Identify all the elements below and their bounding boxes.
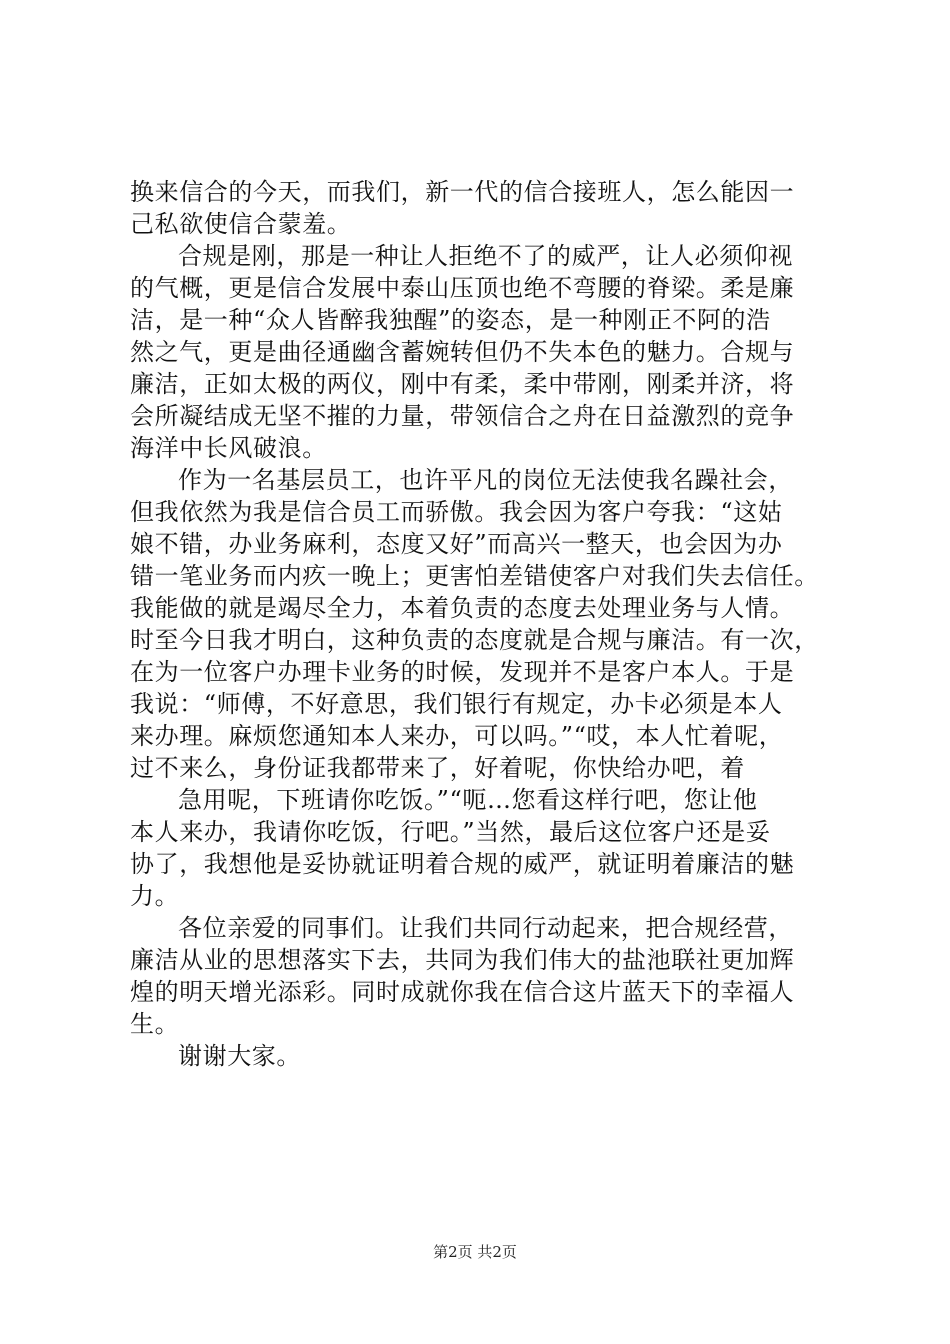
text-line: 但我依然为我是信合员工而骄傲。我会因为客户夸我：“这姑 <box>130 498 783 526</box>
text-line: 的气概，更是信合发展中泰山压顶也绝不弯腰的脊梁。柔是廉 <box>130 274 795 302</box>
text-line: 协了，我想他是妥协就证明着合规的威严，就证明着廉洁的魅 <box>130 850 795 878</box>
text-line: 娘不错，办业务麻利，态度又好”而高兴一整天，也会因为办 <box>130 530 783 558</box>
text-line: 过不来么，身份证我都带来了，好着呢，你快给办吧，着 <box>130 754 745 782</box>
text-line: 廉洁从业的思想落实下去，共同为我们伟大的盐池联社更加辉 <box>130 946 795 974</box>
text-line: 廉洁，正如太极的两仪，刚中有柔，柔中带刚，刚柔并济，将 <box>130 370 795 398</box>
text-line: 煌的明天增光添彩。同时成就你我在信合这片蓝天下的幸福人 <box>130 978 795 1006</box>
text-line: 我能做的就是竭尽全力，本着负责的态度去处理业务与人情。 <box>130 594 795 622</box>
closing-line: 谢谢大家。 <box>178 1042 301 1070</box>
page-number-footer: 第2页 共2页 <box>433 1243 517 1261</box>
text-line: 海洋中长风破浪。 <box>130 434 327 462</box>
text-line: 时至今日我才明白，这种负责的态度就是合规与廉洁。有一次， <box>130 626 819 654</box>
text-line: 换来信合的今天，而我们，新一代的信合接班人，怎么能因一 <box>130 178 795 206</box>
text-line: 洁，是一种“众人皆醉我独醒”的姿态，是一种刚正不阿的浩 <box>130 306 771 334</box>
text-line: 错一笔业务而内疚一晚上；更害怕差错使客户对我们失去信任。 <box>130 562 819 590</box>
text-line: 我说：“师傅，不好意思，我们银行有规定，办卡必须是本人 <box>130 690 783 718</box>
text-line: 生。 <box>130 1010 180 1038</box>
text-line: 来办理。麻烦您通知本人来办，可以吗。”“哎，本人忙着呢， <box>130 722 784 750</box>
text-line: 然之气，更是曲径通幽含蓄婉转但仍不失本色的魅力。合规与 <box>130 338 795 366</box>
text-line: 本人来办，我请你吃饭，行吧。”当然，最后这位客户还是妥 <box>130 818 771 846</box>
text-line: 会所凝结成无坚不摧的力量，带领信合之舟在日益激烈的竞争 <box>130 402 795 430</box>
indented-line: 急用呢，下班请你吃饭。”“呃…您看这样行吧，您让他 <box>178 786 758 814</box>
paragraph-start-line: 作为一名基层员工，也许平凡的岗位无法使我名躁社会， <box>178 466 793 494</box>
paragraph-start-line: 各位亲爱的同事们。让我们共同行动起来，把合规经营， <box>178 914 793 942</box>
text-line: 己私欲使信合蒙羞。 <box>130 210 352 238</box>
paragraph-start-line: 合规是刚，那是一种让人拒绝不了的威严，让人必须仰视 <box>178 242 793 270</box>
text-line: 在为一位客户办理卡业务的时候，发现并不是客户本人。于是 <box>130 658 795 686</box>
text-line: 力。 <box>130 882 180 910</box>
